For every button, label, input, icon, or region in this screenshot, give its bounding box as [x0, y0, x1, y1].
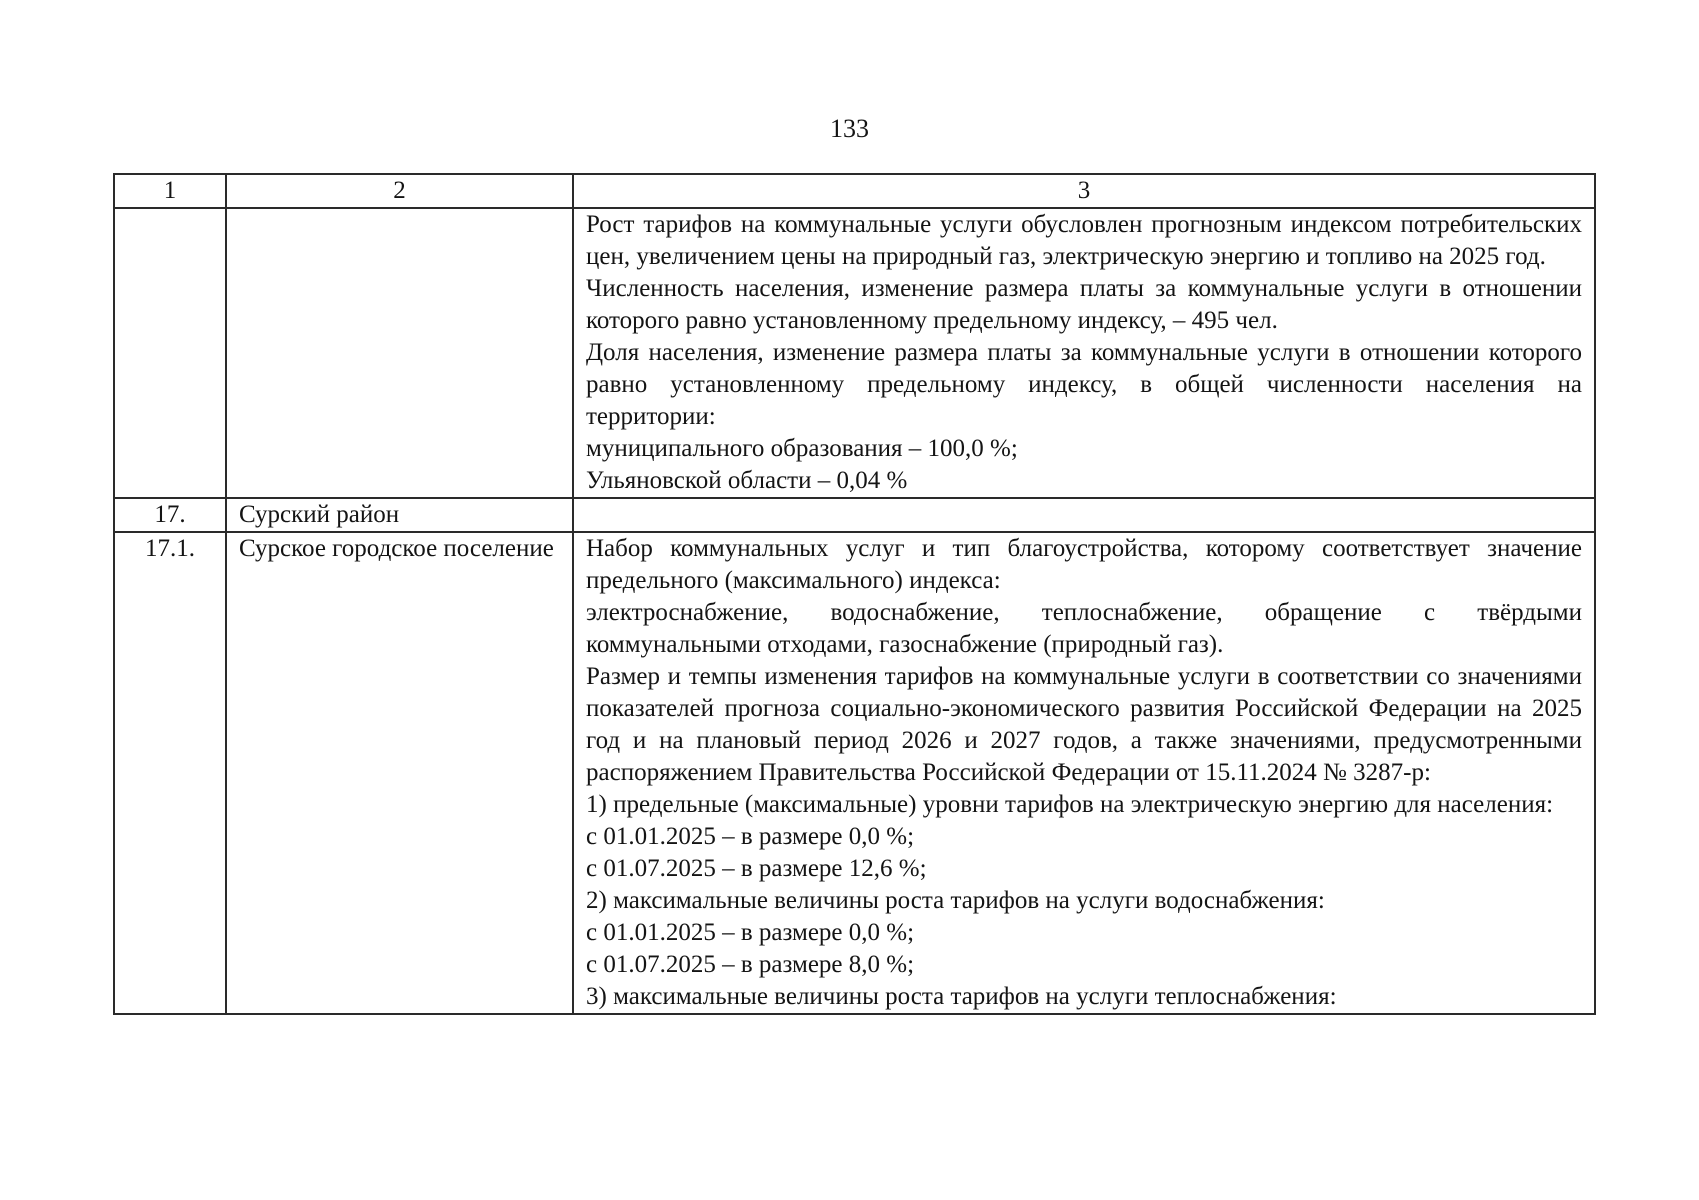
paragraph: Доля населения, изменение размера платы за коммунальные услуги в отношении которого равно установленному предельному индексу, в общей численности населения на территории: — [586, 339, 1582, 430]
paragraph: электроснабжение, водоснабжение, теплоснабжение, обращение с твёрдыми коммунальными отходами, газоснабжение (природный газ). — [586, 599, 1582, 658]
settlement-name: Сурское городское поселение — [226, 532, 573, 1014]
table-header-row — [114, 174, 1595, 208]
header-col-1: 1 — [114, 174, 226, 208]
paragraph: с 01.01.2025 – в размере 0,0 %; — [586, 919, 915, 946]
district-name: Сурский район — [226, 498, 573, 532]
empty-text-cell — [573, 498, 1595, 532]
empty-name-cell — [226, 208, 573, 498]
paragraph: Набор коммунальных услуг и тип благоустройства, которому соответствует значение предельного (максимального) индекса: — [586, 535, 1582, 594]
paragraph: Ульяновской области – 0,04 % — [586, 467, 908, 494]
paragraph: 2) максимальные величины роста тарифов на услуги водоснабжения: — [586, 887, 1325, 914]
continuation-text-cell — [573, 208, 1595, 498]
paragraph: с 01.07.2025 – в размере 8,0 %; — [586, 951, 915, 978]
header-col-2: 2 — [226, 174, 573, 208]
paragraph: Рост тарифов на коммунальные услуги обусловлен прогнозным индексом потребительских цен, увеличением цены на природный газ, электрическую энергию и топливо на 2025 год. — [586, 211, 1582, 270]
paragraph: муниципального образования – 100,0 %; — [586, 435, 1018, 462]
page-number: 133 — [830, 114, 869, 143]
paragraph: 1) предельные (максимальные) уровни тарифов на электрическую энергию для населения: — [586, 791, 1554, 818]
table-row — [114, 532, 1595, 1014]
empty-number-cell — [114, 208, 226, 498]
settlement-number: 17.1. — [114, 532, 226, 1014]
settlement-text-cell — [573, 532, 1595, 1014]
paragraph: с 01.01.2025 – в размере 0,0 %; — [586, 823, 915, 850]
tariff-table — [113, 173, 1596, 1015]
table-row — [114, 208, 1595, 498]
table-row — [114, 498, 1595, 532]
paragraph: Численность населения, изменение размера платы за коммунальные услуги в отношении которого равно установленному предельному индексу, – 495 чел. — [586, 275, 1582, 334]
district-number: 17. — [114, 498, 226, 532]
paragraph: с 01.07.2025 – в размере 12,6 %; — [586, 855, 927, 882]
header-col-3: 3 — [573, 174, 1595, 208]
paragraph: 3) максимальные величины роста тарифов на услуги теплоснабжения: — [586, 983, 1337, 1010]
paragraph: Размер и темпы изменения тарифов на коммунальные услуги в соответствии со значениями показателей прогноза социально-экономического развития Российской Федерации на 2025 год и на плановый период 2026 и 2027 годов, а также значениями, предусмотренными распоряжением Правительства Российской Федерации от 15.11.2024 № 3287-р: — [586, 663, 1582, 786]
